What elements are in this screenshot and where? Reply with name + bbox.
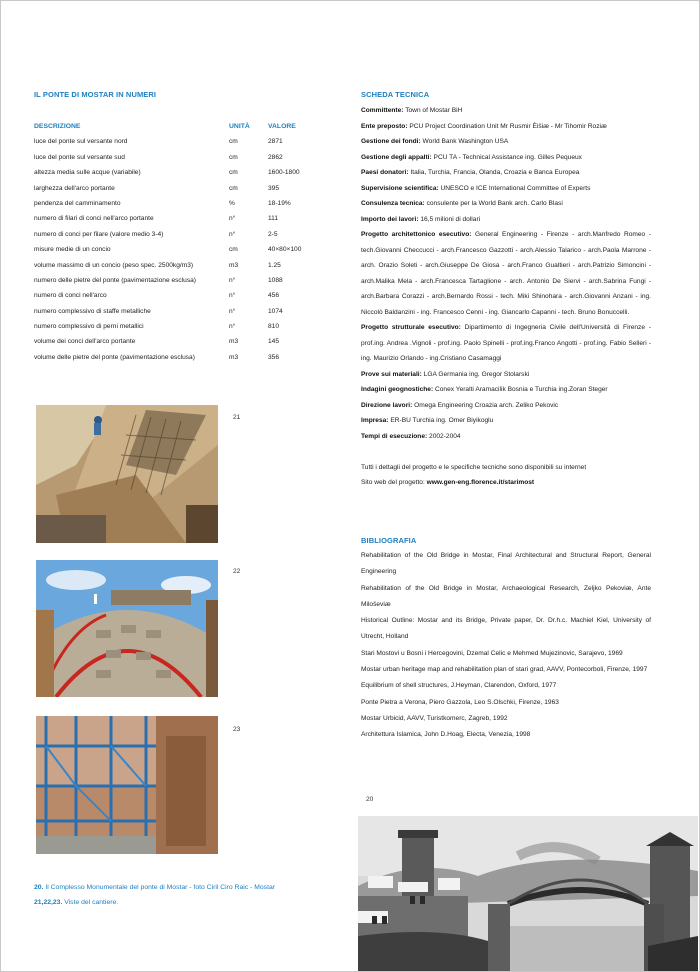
scheda-entry-text: PCU TA - Technical Assistance ing. Gilles Pequeux bbox=[431, 153, 582, 161]
numbers-table-row bbox=[34, 273, 334, 288]
scheda-footer-note: Tutti i dettagli del progetto e le specifiche tecniche sono disponibili su internet bbox=[361, 463, 587, 471]
scheda-entry-label: Importo dei lavori: bbox=[361, 215, 419, 223]
photo-23-number: 23 bbox=[233, 726, 241, 733]
photo-caption bbox=[34, 880, 334, 910]
row-value: 2862 bbox=[268, 153, 283, 161]
row-value: 1600-1800 bbox=[268, 169, 300, 177]
scheda-entry-label: Indagini geognostiche: bbox=[361, 386, 434, 393]
row-unit: n° bbox=[229, 230, 236, 238]
row-value: 456 bbox=[268, 292, 280, 300]
row-unit: m3 bbox=[229, 353, 239, 361]
photo-22-number: 22 bbox=[233, 568, 241, 575]
row-description: altezza media sulle acque (variabile) bbox=[34, 169, 141, 177]
scheda-footer-website bbox=[361, 475, 651, 491]
scheda-entry-label: Gestione degli appalti: bbox=[361, 153, 432, 161]
scheda-entry bbox=[361, 413, 651, 429]
scheda-entry-label: Paesi donatori: bbox=[361, 169, 409, 176]
numbers-table-row bbox=[34, 227, 334, 242]
numbers-table-row bbox=[34, 288, 334, 303]
row-unit: cm bbox=[229, 184, 238, 192]
row-description: volume massimo di un concio (peso spec. 2500kg/m3) bbox=[34, 261, 194, 269]
bibliography-item: Architettura Islamica, John D.Hoag, Electa, Venezia, 1998 bbox=[361, 731, 531, 739]
row-value: 1.25 bbox=[268, 261, 281, 269]
scheda-entry bbox=[361, 212, 651, 228]
scheda-title: SCHEDA TECNICA bbox=[361, 90, 430, 99]
scheda-entry-text: Italia, Turchia, Francia, Olanda, Croazia e Banca Europea bbox=[408, 169, 580, 176]
row-unit: cm bbox=[229, 138, 238, 146]
bibliography-item: Ponte Pietra a Verona, Piero Gazzola, Leo S.Olschki, Firenze, 1963 bbox=[361, 698, 559, 706]
scheda-entry bbox=[361, 398, 651, 414]
scheda-entry-text: UNESCO e ICE International Committee of Experts bbox=[438, 184, 591, 192]
bibliography-list bbox=[361, 548, 651, 744]
bibliography-item: Mostar urban heritage map and rehabilitation plan of stari grad, AAVV, Pontecorboli, Firenze, 1997 bbox=[361, 666, 648, 674]
numbers-table bbox=[34, 119, 334, 365]
header-description: DESCRIZIONE bbox=[34, 123, 81, 130]
numbers-table-row bbox=[34, 350, 334, 365]
row-value: 1074 bbox=[268, 307, 283, 315]
row-description: numero delle pietre del ponte (pavimentazione esclusa) bbox=[34, 276, 197, 284]
scheda-entry bbox=[361, 181, 651, 197]
numbers-table-row bbox=[34, 319, 334, 334]
header-unit: UNITÀ bbox=[229, 123, 250, 130]
row-value: 810 bbox=[268, 323, 280, 331]
caption-line-20 bbox=[34, 880, 334, 895]
row-unit: m3 bbox=[229, 261, 239, 269]
row-unit: n° bbox=[229, 323, 236, 331]
photo-21-number: 21 bbox=[233, 414, 241, 421]
numbers-title: IL PONTE DI MOSTAR IN NUMERI bbox=[34, 90, 157, 99]
numbers-table-row bbox=[34, 165, 334, 180]
row-value: 145 bbox=[268, 338, 280, 346]
scheda-entry-text: 2002-2004 bbox=[427, 432, 461, 440]
photo-22 bbox=[36, 560, 218, 697]
row-description: numero di conci nell'arco bbox=[34, 292, 107, 300]
row-value: 356 bbox=[268, 353, 280, 361]
scheda-entry-label: Prove sui materiali: bbox=[361, 370, 422, 378]
photo-23 bbox=[36, 716, 218, 854]
scheda-entry-text: PCU Project Coordination Unit Mr Rusmir Èišiæ - Mr Tihomir Roziæ bbox=[407, 122, 607, 130]
scheda-entry-text: ER-BU Turchia ing. Omer Biyikoglu bbox=[388, 417, 494, 424]
numbers-table-row bbox=[34, 304, 334, 319]
biblio-title: BIBLIOGRAFIA bbox=[361, 536, 417, 545]
numbers-table-row bbox=[34, 181, 334, 196]
numbers-table-header bbox=[34, 119, 334, 134]
scheda-entry-text: Omega Engineering Croazia arch. Zeliko Pekovic bbox=[412, 401, 559, 409]
photo-20-number: 20 bbox=[366, 796, 374, 803]
scheda-entry bbox=[361, 429, 651, 445]
numbers-table-row bbox=[34, 134, 334, 149]
caption-text-21-23: Viste del cantiere. bbox=[64, 899, 119, 906]
scheda-entry-label: Ente preposto: bbox=[361, 122, 408, 130]
bibliography-item: Rehabilitation of the Old Bridge in Mostar, Archaeological Research, Zeljko Pekoviæ, Ante Miloševiæ bbox=[361, 584, 651, 608]
scheda-entry bbox=[361, 227, 651, 320]
row-description: volume delle pietre del ponte (pavimentazione esclusa) bbox=[34, 353, 195, 361]
numbers-table-row bbox=[34, 258, 334, 273]
caption-line-21-23 bbox=[34, 895, 334, 910]
scheda-entry-label: Progetto architettonico esecutivo: bbox=[361, 231, 472, 238]
caption-text-20: Il Complesso Monumentale del ponte di Mostar - foto Ciril Ciro Raic - Mostar bbox=[45, 884, 276, 891]
bibliography-item: Stari Mostovi u Bosni i Hercegovini, Dzemal Celic e Mehmed Mujezinovic, Sarajevo, 1969 bbox=[361, 649, 623, 657]
numbers-table-row bbox=[34, 196, 334, 211]
row-unit: n° bbox=[229, 215, 236, 223]
row-value: 2871 bbox=[268, 138, 283, 146]
photo-20-mostar-bridge bbox=[358, 816, 698, 971]
bibliography-item: Mostar Urbicid, AAVV, Turistkomerc, Zagreb, 1992 bbox=[361, 714, 508, 722]
row-unit: n° bbox=[229, 276, 236, 284]
scheda-entry bbox=[361, 320, 651, 367]
scheda-entry-label: Supervisione scientifica: bbox=[361, 184, 439, 192]
row-value: 2-5 bbox=[268, 230, 278, 238]
scheda-entry-label: Consulenza tecnica: bbox=[361, 200, 425, 207]
scheda-entry bbox=[361, 119, 651, 135]
scheda-entry-text: World Bank Washington USA bbox=[420, 138, 509, 145]
website-label: Sito web del progetto: bbox=[361, 479, 427, 486]
row-unit: % bbox=[229, 199, 235, 207]
scheda-entry-label: Gestione dei fondi: bbox=[361, 138, 421, 145]
scheda-entry bbox=[361, 150, 651, 166]
scheda-entry-text: Dipartimento di Ingegneria Civile dell'Università di Firenze - prof.ing. Andrea .Vignoli - prof.ing. Paolo Spinelli - prof.ing.Franco Angotti - prof.ing. Fabio Selleri - ing. Maurizio Orlando - ing.Cristiano Casamaggi bbox=[361, 324, 651, 362]
row-value: 395 bbox=[268, 184, 280, 192]
scheda-entry-label: Tempi di esecuzione: bbox=[361, 432, 428, 440]
row-value: 1088 bbox=[268, 276, 283, 284]
row-description: pendenza del camminamento bbox=[34, 199, 121, 207]
row-value: 18-19% bbox=[268, 199, 291, 207]
scheda-entry-text: General Engineering - Firenze - arch.Manfredo Romeo - tech.Giovanni Checcucci - arch.Francesco Gazzotti - arch.Alessio Talarico - arch.Paola Marrone - arch. Orazio Soleti - arch.Giuseppe De Giosa - arch.Franco Gualtieri - arch.Patrizio Simoncini - arch.Malika Mela - arch.Francesca Tartaglione - arch. Antonio De Siervi - arch.Sabrina Fungi - arch.Barbara Corazzi - arch.Bernardo Rossi - tech. Miki Shinohara - arch.Giovanni Anzani - ing. Niccolò Baldanzini - ing. Francesco Cenni - ing. Giancarlo Capanni - tech. Bruno Bonuccelli. bbox=[361, 231, 651, 316]
row-unit: cm bbox=[229, 169, 238, 177]
scheda-entry bbox=[361, 382, 651, 398]
bibliography-item: Equilibrium of shell structures, J.Heyman, Clarendon, Oxford, 1977 bbox=[361, 682, 557, 690]
scheda-entry-text: LGA Germania ing. Gregor Stolarski bbox=[421, 370, 530, 378]
row-unit: n° bbox=[229, 292, 236, 300]
caption-number-21-23: 21,22,23. bbox=[34, 899, 63, 906]
row-description: numero complessivo di staffe metalliche bbox=[34, 307, 151, 315]
row-value: 111 bbox=[268, 215, 279, 223]
header-value: VALORE bbox=[268, 123, 296, 130]
scheda-entry-text: Conex Yeralti Aramacilik Bosnia e Turchia ing.Zoran Steger bbox=[433, 386, 608, 393]
caption-number-20: 20. bbox=[34, 884, 44, 891]
numbers-table-row bbox=[34, 334, 334, 349]
row-description: volume dei conci dell'arco portante bbox=[34, 338, 136, 346]
row-unit: n° bbox=[229, 307, 236, 315]
photo-21 bbox=[36, 405, 218, 543]
row-description: luce del ponte sul versante nord bbox=[34, 138, 128, 146]
row-description: larghezza dell'arco portante bbox=[34, 184, 115, 192]
scheda-entry-text: Town of Mostar BiH bbox=[403, 107, 463, 114]
scheda-entry-label: Committente: bbox=[361, 107, 404, 114]
row-unit: cm bbox=[229, 246, 238, 254]
scheda-entry-label: Impresa: bbox=[361, 417, 389, 424]
row-description: numero di filari di conci nell'arco portante bbox=[34, 215, 154, 223]
scheda-tecnica bbox=[361, 103, 651, 491]
scheda-entry bbox=[361, 103, 651, 119]
row-unit: m3 bbox=[229, 338, 239, 346]
scheda-entry bbox=[361, 196, 651, 212]
bibliography-item: Historical Outline: Mostar and its Bridge, Private paper, Dr. Dr.h.c. Machiel Kiel, University of Utrecht, Holland bbox=[361, 617, 651, 641]
row-description: misure medie di un concio bbox=[34, 246, 111, 254]
numbers-table-row bbox=[34, 211, 334, 226]
scheda-entry-label: Progetto strutturale esecutivo: bbox=[361, 324, 461, 331]
website-link[interactable]: www.gen-eng.florence.it/starimost bbox=[426, 479, 535, 486]
numbers-table-row bbox=[34, 242, 334, 257]
row-description: numero complessivo di perni metallici bbox=[34, 323, 144, 331]
scheda-entry-text: consulente per la World Bank arch. Carlo Blasi bbox=[424, 200, 563, 207]
scheda-entry bbox=[361, 165, 651, 181]
bibliography-item: Rehabilitation of the Old Bridge in Mostar, Final Architectural and Structural Report, General Engineering bbox=[361, 552, 651, 576]
scheda-entry-label: Direzione lavori: bbox=[361, 401, 413, 409]
scheda-entry bbox=[361, 134, 651, 150]
row-unit: cm bbox=[229, 153, 238, 161]
numbers-table-row bbox=[34, 150, 334, 165]
row-description: luce del ponte sul versante sud bbox=[34, 153, 125, 161]
scheda-entry-text: 16,5 milioni di dollari bbox=[418, 215, 481, 223]
row-description: numero di conci per filare (valore medio 3-4) bbox=[34, 230, 164, 238]
scheda-entry bbox=[361, 367, 651, 383]
row-value: 40×80×100 bbox=[268, 246, 302, 254]
